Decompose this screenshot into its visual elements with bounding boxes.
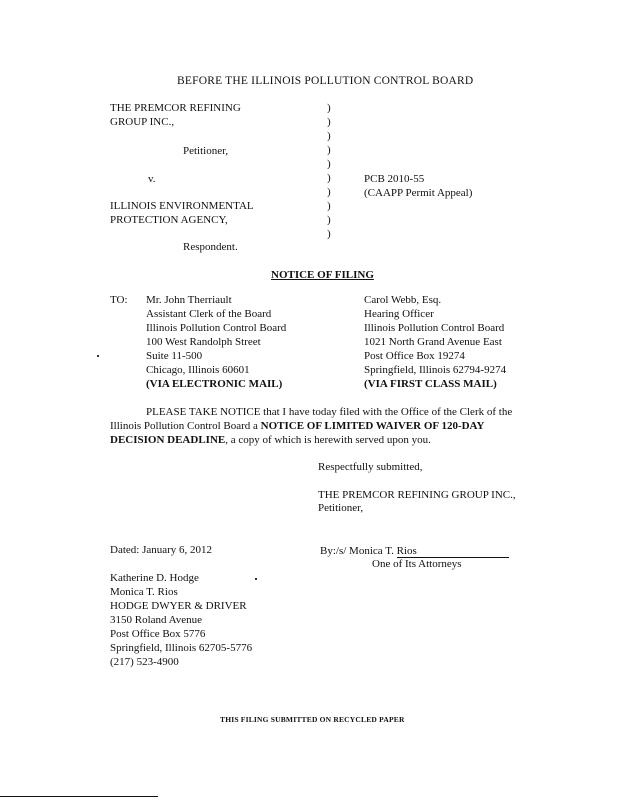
left-delivery-method: (VIA ELECTRONIC MAIL) xyxy=(146,378,283,390)
paren: ) xyxy=(327,186,331,198)
caption-parentheses xyxy=(327,101,337,241)
right-recipient-line: Hearing Officer xyxy=(364,308,434,320)
right-recipient-line: Springfield, Illinois 62794-9274 xyxy=(364,364,507,376)
left-recipient-block xyxy=(146,293,286,391)
notice-title: NOTICE OF FILING xyxy=(271,269,374,281)
petitioner-name xyxy=(110,101,241,129)
paren: ) xyxy=(327,158,331,170)
right-recipient-line: Illinois Pollution Control Board xyxy=(364,322,505,334)
respectfully-submitted: Respectfully submitted, xyxy=(318,461,423,473)
paren: ) xyxy=(327,214,331,226)
counsel-line: 3150 Roland Avenue xyxy=(110,614,203,626)
counsel-line: Monica T. Rios xyxy=(110,586,178,598)
signature-title: One of Its Attorneys xyxy=(372,558,462,570)
right-recipient-line: Carol Webb, Esq. xyxy=(364,294,442,306)
counsel-block xyxy=(110,571,252,669)
case-number: PCB 2010-55 xyxy=(364,173,425,185)
left-recipient-line: Suite 11-500 xyxy=(146,350,203,362)
signature-by: By:/s/ Monica T. Rios xyxy=(320,545,417,557)
respondent-name xyxy=(110,199,254,227)
counsel-line: HODGE DWYER & DRIVER xyxy=(110,600,247,612)
versus: v. xyxy=(148,173,156,185)
right-recipient-line: Post Office Box 19274 xyxy=(364,350,465,362)
paren: ) xyxy=(327,144,331,156)
notice-text-part2: , a copy of which is herewith served upon you. xyxy=(225,434,431,446)
right-recipient-line: 1021 North Grand Avenue East xyxy=(364,336,502,348)
left-recipient-line: Illinois Pollution Control Board xyxy=(146,322,287,334)
paren: ) xyxy=(327,172,331,184)
notice-paragraph xyxy=(110,405,530,447)
date-line: Dated: January 6, 2012 xyxy=(110,544,213,556)
scan-dot xyxy=(255,578,257,580)
paren: ) xyxy=(327,130,331,142)
right-delivery-method: (VIA FIRST CLASS MAIL) xyxy=(364,378,497,390)
respondent-name-line: PROTECTION AGENCY, xyxy=(110,214,228,226)
paren: ) xyxy=(327,200,331,212)
court-heading: BEFORE THE ILLINOIS POLLUTION CONTROL BOARD xyxy=(177,75,474,87)
counsel-line: (217) 523-4900 xyxy=(110,656,179,668)
bottom-rule xyxy=(0,796,158,797)
left-recipient-line: Mr. John Therriault xyxy=(146,294,232,306)
counsel-line: Springfield, Illinois 62705-5776 xyxy=(110,642,253,654)
scan-dot xyxy=(97,355,99,357)
petitioner-name-line: THE PREMCOR REFINING xyxy=(110,102,241,114)
notice-text-part1: PLEASE TAKE NOTICE that I have today filed with the Office of the Clerk of the Illinois Pollution Control Board a xyxy=(110,406,513,432)
paren: ) xyxy=(327,116,331,128)
counsel-line: Katherine D. Hodge xyxy=(110,572,199,584)
left-recipient-line: 100 West Randolph Street xyxy=(146,336,261,348)
right-recipient-block xyxy=(364,293,506,391)
counsel-line: Post Office Box 5776 xyxy=(110,628,206,640)
recycled-paper-footer: THIS FILING SUBMITTED ON RECYCLED PAPER xyxy=(220,715,405,724)
left-recipient-line: Chicago, Illinois 60601 xyxy=(146,364,250,376)
paren: ) xyxy=(327,102,331,114)
petitioner-role: Petitioner, xyxy=(183,145,229,157)
petitioner-name-line: GROUP INC., xyxy=(110,116,175,128)
notice-document-title: NOTICE OF LIMITED WAIVER OF 120-DAY DECISION DEADLINE xyxy=(110,420,485,446)
signing-party: THE PREMCOR REFINING GROUP INC., xyxy=(318,489,516,501)
signing-party-role: Petitioner, xyxy=(318,502,364,514)
paren: ) xyxy=(327,228,331,240)
to-label: TO: xyxy=(110,294,128,306)
case-type: (CAAPP Permit Appeal) xyxy=(364,187,473,199)
left-recipient-line: Assistant Clerk of the Board xyxy=(146,308,272,320)
respondent-name-line: ILLINOIS ENVIRONMENTAL xyxy=(110,200,254,212)
respondent-role: Respondent. xyxy=(183,241,238,253)
